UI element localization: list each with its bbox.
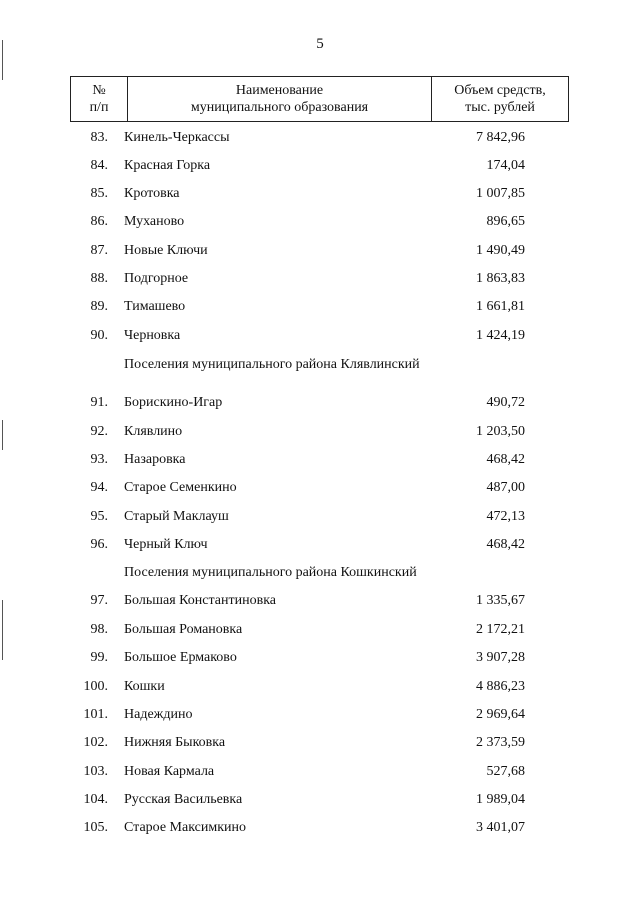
row-number: 98. <box>90 622 108 637</box>
row-amount: 7 842,96 <box>476 130 525 145</box>
row-amount: 3 401,07 <box>476 820 525 835</box>
row-amount: 1 989,04 <box>476 792 525 807</box>
row-name: Муханово <box>124 214 185 229</box>
table-row <box>0 762 640 782</box>
header-number <box>71 77 128 121</box>
row-number: 94. <box>90 480 108 495</box>
row-name: Тимашево <box>124 299 186 314</box>
row-number: 102. <box>83 735 108 750</box>
row-number: 103. <box>83 764 108 779</box>
row-number: 95. <box>90 509 108 524</box>
section-heading-klyavlinsky: Поселения муниципального района Клявлинский <box>124 357 420 372</box>
header-amount-line2: тыс. рублей <box>465 100 535 115</box>
row-number: 90. <box>90 328 108 343</box>
table-row <box>0 269 640 289</box>
table-row <box>0 648 640 668</box>
row-amount: 1 863,83 <box>476 271 525 286</box>
row-name: Надеждино <box>124 707 193 722</box>
header-amount-line1: Объем средств, <box>454 83 546 98</box>
row-amount: 468,42 <box>486 452 525 467</box>
table-row <box>0 620 640 640</box>
table-row <box>0 297 640 317</box>
row-name: Подгорное <box>124 271 189 286</box>
header-name-line2: муниципального образования <box>190 100 369 115</box>
row-number: 99. <box>90 650 108 665</box>
table-row <box>0 677 640 697</box>
row-number: 97. <box>90 593 108 608</box>
table-row <box>0 450 640 470</box>
row-amount: 3 907,28 <box>476 650 525 665</box>
row-name: Старый Маклауш <box>124 509 229 524</box>
row-amount: 490,72 <box>486 395 525 410</box>
row-name: Большая Романовка <box>124 622 243 637</box>
row-number: 101. <box>83 707 108 722</box>
table-header <box>70 76 569 122</box>
row-amount: 2 373,59 <box>476 735 525 750</box>
table-row <box>0 478 640 498</box>
row-name: Большое Ермаково <box>124 650 237 665</box>
header-amount <box>432 77 568 121</box>
table-row <box>0 422 640 442</box>
row-name: Кинель-Черкассы <box>124 130 230 145</box>
table-row <box>0 326 640 346</box>
row-name: Новая Кармала <box>124 764 215 779</box>
row-name: Кротовка <box>124 186 180 201</box>
row-number: 85. <box>90 186 108 201</box>
row-name: Кошки <box>124 679 165 694</box>
row-number: 89. <box>90 299 108 314</box>
table-row <box>0 184 640 204</box>
row-name: Старое Максимкино <box>124 820 247 835</box>
row-amount: 1 490,49 <box>476 243 525 258</box>
row-name: Клявлино <box>124 424 183 439</box>
row-amount: 896,65 <box>486 214 525 229</box>
row-amount: 174,04 <box>486 158 525 173</box>
row-amount: 1 203,50 <box>476 424 525 439</box>
row-name: Борискино-Игар <box>124 395 223 410</box>
row-amount: 487,00 <box>486 480 525 495</box>
row-amount: 527,68 <box>486 764 525 779</box>
row-amount: 472,13 <box>486 509 525 524</box>
row-number: 88. <box>90 271 108 286</box>
header-number-line1: № <box>92 83 106 98</box>
row-name: Старое Семенкино <box>124 480 237 495</box>
row-name: Новые Ключи <box>124 243 208 258</box>
table-row <box>0 733 640 753</box>
row-number: 104. <box>83 792 108 807</box>
row-amount: 1 335,67 <box>476 593 525 608</box>
row-number: 100. <box>83 679 108 694</box>
page-number: 5 <box>316 36 324 52</box>
row-amount: 2 172,21 <box>476 622 525 637</box>
table-row <box>0 591 640 611</box>
row-name: Нижняя Быковка <box>124 735 226 750</box>
row-name: Черновка <box>124 328 181 343</box>
row-name: Большая Константиновка <box>124 593 277 608</box>
table-row <box>0 156 640 176</box>
row-number: 105. <box>83 820 108 835</box>
row-amount: 1 007,85 <box>476 186 525 201</box>
header-number-line2: п/п <box>89 100 109 115</box>
row-amount: 1 424,19 <box>476 328 525 343</box>
row-name: Назаровка <box>124 452 186 467</box>
row-name: Русская Васильевка <box>124 792 243 807</box>
header-name-line1: Наименование <box>235 83 324 98</box>
row-name: Красная Горка <box>124 158 211 173</box>
table-row <box>0 535 640 555</box>
row-number: 86. <box>90 214 108 229</box>
row-amount: 1 661,81 <box>476 299 525 314</box>
row-number: 84. <box>90 158 108 173</box>
table-row <box>0 212 640 232</box>
table-row <box>0 507 640 527</box>
row-number: 87. <box>90 243 108 258</box>
row-amount: 468,42 <box>486 537 525 552</box>
row-number: 83. <box>90 130 108 145</box>
row-name: Черный Ключ <box>124 537 208 552</box>
table-row <box>0 705 640 725</box>
table-row <box>0 790 640 810</box>
header-name <box>128 77 432 121</box>
row-number: 93. <box>90 452 108 467</box>
row-amount: 4 886,23 <box>476 679 525 694</box>
section-heading-koshkinsky: Поселения муниципального района Кошкинский <box>124 565 417 580</box>
row-number: 91. <box>90 395 108 410</box>
row-number: 92. <box>90 424 108 439</box>
row-number: 96. <box>90 537 108 552</box>
row-amount: 2 969,64 <box>476 707 525 722</box>
table-row <box>0 393 640 413</box>
table-row <box>0 818 640 838</box>
table-row <box>0 241 640 261</box>
table-row <box>0 128 640 148</box>
